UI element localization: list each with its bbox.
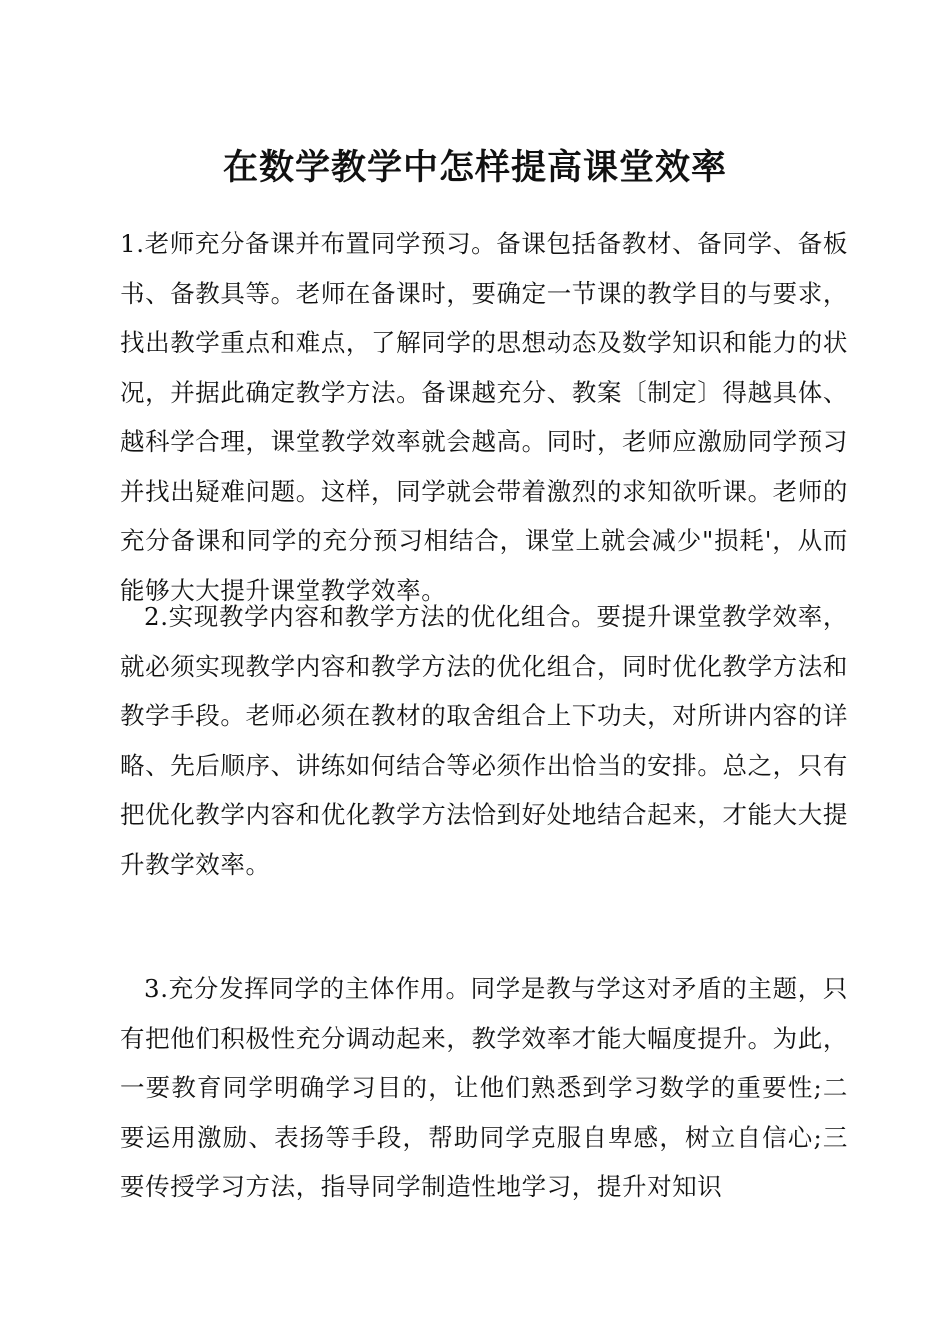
document-title: 在数学教学中怎样提高课堂效率 <box>222 147 727 188</box>
paragraph-1: 1.老师充分备课并布置同学预习。备课包括备教材、备同学、备板书、备教具等。老师在备课时，要确定一节课的教学目的与要求，找出教学重点和难点，了解同学的思想动态及数学知识和能力的状况，并据此确定教学方法。备课越充分、教案〔制定〕得越具体、越科学合理，课堂教学效率就会越高。同时，老师应激励同学预习并找出疑难问题。这样，同学就会带着激烈的求知欲听课。老师的充分备课和同学的充分预习相结合，课堂上就会减少"损耗'，从而能够大大提升课堂教学效率。 <box>120 229 848 605</box>
paragraph-3: 3.充分发挥同学的主体作用。同学是教与学这对矛盾的主题，只有把他们积极性充分调动起来，教学效率才能大幅度提升。为此，一要教育同学明确学习目的，让他们熟悉到学习数学的重要性;二要运用激励、表扬等手段，帮助同学克服自卑感，树立自信心;三要传授学习方法，指导同学制造性地学习，提升对知识 <box>120 974 848 1201</box>
paragraph-2: 2.实现教学内容和教学方法的优化组合。要提升课堂教学效率，就必须实现教学内容和教学方法的优化组合，同时优化教学方法和教学手段。老师必须在教材的取舍组合上下功夫，对所讲内容的详略、先后顺序、讲练如何结合等必须作出恰当的安排。总之，只有把优化教学内容和优化教学方法恰到好处地结合起来，才能大大提升教学效率。 <box>120 602 848 879</box>
